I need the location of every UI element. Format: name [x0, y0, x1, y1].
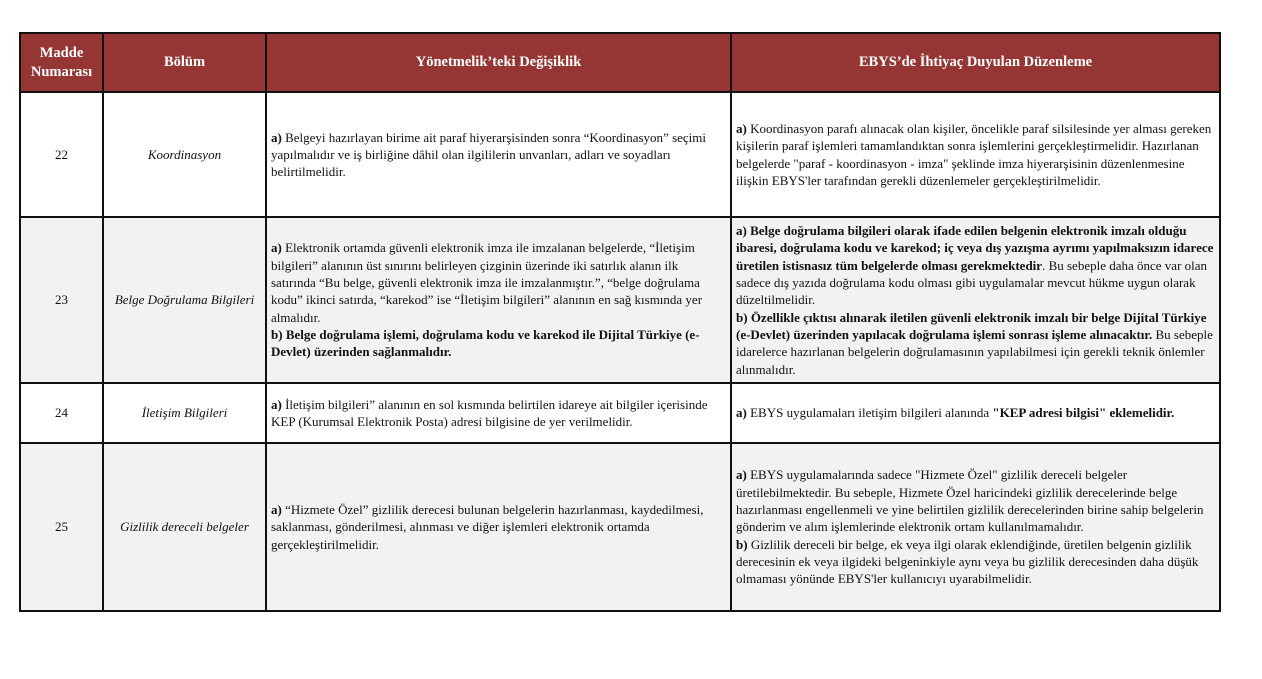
header-madde-line1: Madde [39, 44, 84, 61]
change-paragraph [271, 129, 726, 181]
change-text: İletişim bilgileri” alanının en sol kısmında belirtilen idareye ait bilgiler içerisinde KEP (Kurumsal Elektronik Posta) adresi bilgisine de yer verilmelidir. [271, 396, 708, 429]
change-text: Belgeyi hazırlayan birime ait paraf hiyerarşisinden sonra “Koordinasyon” seçimi yapılmalıdır ve iş birliğine dâhil olan ilgililerin unvanları, adları ve soyadları belirtilmelidir. [271, 129, 707, 180]
requirement-text: Bu sebeple idarelerce hazırlanan belgelerin doğrulamasının yapılabilmesi için gerekli teknik önlemler alınmalıdır. [736, 326, 1213, 377]
item-prefix: a) [271, 502, 282, 518]
header-duzenleme: EBYS’de İhtiyaç Duyulan Düzenleme [731, 33, 1220, 92]
header-madde-numarasi [20, 33, 103, 92]
madde-number: 25 [20, 443, 103, 611]
item-prefix: a) [271, 129, 282, 145]
requirement-text: EBYS uygulamalarında sadece "Hizmete Özel" gizlilik dereceli belgeler üretilebilmektedir. Bu sebeple, Hizmete Özel haricindeki gizlilik derecelerinde belge hazırlanması engellenmeli ve yine belirtilen gizlilik derecelerinden birine sahip belgelerin gönderim ve alım işlemlerinde elektronik ortam kullanılmamalıdır. [736, 467, 1204, 535]
change-paragraph [271, 326, 726, 361]
item-prefix: a) [271, 240, 282, 256]
requirement-bold-text: Belge doğrulama bilgileri olarak ifade edilen belgenin elektronik imzalı olduğu ibaresi, doğrulama kodu ve karekod; iç veya dış yazışma ayrımı yapılmaksızın idarece üretilen istisnasız tüm belgelerde olması gerekmektedir [736, 223, 1214, 273]
header-madde-line2: Numarası [30, 63, 93, 80]
item-prefix: a) [736, 223, 747, 239]
item-prefix: a) [736, 467, 747, 483]
requirement-paragraph [736, 120, 1215, 189]
section-name: Belge Doğrulama Bilgileri [103, 217, 266, 383]
item-prefix: b) [271, 326, 283, 342]
requirement-text: . Bu sebeple daha önce var olan sadece dış yazıda doğrulama kodu olması gibi uygulamalar mevcut hükme uygun olarak düzeltilmelidir. [736, 257, 1208, 308]
table-row [20, 443, 1220, 611]
change-text: “Hizmete Özel” gizlilik derecesi bulunan belgelerin hazırlanması, kaydedilmesi, saklanması, gönderilmesi, alınması ve diğer işlemleri elektronik ortamda gerçekleştirilmelidir. [271, 502, 704, 552]
item-prefix: a) [271, 396, 282, 412]
requirement-bold-text: Özellikle çıktısı alınarak iletilen güvenli elektronik imzalı bir belge Dijital Türkiye (e-Devlet) üzerinden yapılacak doğrulama işlemi sonrası işleme alınacaktır. [736, 309, 1207, 342]
requirement-paragraph [736, 309, 1215, 378]
requirement-text: Gizlilik dereceli bir belge, ek veya ilgi olarak eklendiğinde, üretilen belgenin gizlilik derecesinin ek veya ilgideki belgeninkiyle aynı veya bu gizlilik derecesinden daha düşük olmaması yönünde EBYS'ler kullanıcıyı uyarabilmelidir. [736, 536, 1199, 587]
requirement-text: EBYS uygulamaları iletişim bilgileri alanında [746, 405, 993, 421]
item-prefix: a) [736, 405, 747, 421]
requirement-cell [731, 92, 1220, 217]
change-cell [266, 217, 731, 383]
regulation-table [19, 32, 1221, 612]
table-row [20, 217, 1220, 383]
requirement-cell [731, 217, 1220, 383]
change-paragraph [271, 396, 726, 431]
change-cell [266, 443, 731, 611]
item-prefix: b) [736, 309, 748, 325]
madde-number: 23 [20, 217, 103, 383]
section-name: Koordinasyon [103, 92, 266, 217]
requirement-cell [731, 443, 1220, 611]
header-bolum: Bölüm [103, 33, 266, 92]
change-paragraph [271, 239, 726, 325]
requirement-paragraph [736, 466, 1215, 535]
madde-number: 24 [20, 383, 103, 443]
requirement-text: Koordinasyon parafı alınacak olan kişiler, öncelikle paraf silsilesinde yer alması gereken kişilerin paraf işlemleri tamamlandıktan sonra işlemlerini gerçekleştirmelidir. Hazırlanan belgelerde "paraf - koordinasyon - imza" şeklinde imza hiyerarşisinin düzenlenmesine ilişkin EBYS'ler tarafından gerekli düzenlemeler gerçekleştirilmelidir. [736, 120, 1212, 188]
header-degisiklik: Yönetmelik’teki Değişiklik [266, 33, 731, 92]
table-row [20, 92, 1220, 217]
requirement-cell [731, 383, 1220, 443]
change-text: Elektronik ortamda güvenli elektronik imza ile imzalanan belgelerde, “İletişim bilgileri” alanının üst sınırını belirleyen çizginin üzerinde iki satırlık alanın ilk satırında “Bu belge, güvenli elektronik imza ile imzalanmıştır.”, “belge doğrulama kodu” ikinci satırda, “karekod” ise “İletişim bilgileri” alanının en sağ kısmında yer almalıdır. [271, 240, 703, 325]
table-header-row [20, 33, 1220, 92]
change-cell [266, 92, 731, 217]
requirement-paragraph [736, 404, 1215, 421]
section-name: İletişim Bilgileri [103, 383, 266, 443]
requirement-paragraph [736, 536, 1215, 588]
change-paragraph [271, 501, 726, 553]
table-row [20, 383, 1220, 443]
requirement-paragraph [736, 222, 1215, 308]
change-cell [266, 383, 731, 443]
item-prefix: a) [736, 120, 747, 136]
change-bold-text: Belge doğrulama işlemi, doğrulama kodu ve karekod ile Dijital Türkiye (e-Devlet) üzerinden sağlanmalıdır. [271, 326, 700, 360]
madde-number: 22 [20, 92, 103, 217]
item-prefix: b) [736, 536, 748, 552]
section-name: Gizlilik dereceli belgeler [103, 443, 266, 611]
requirement-bold-text: "KEP adresi bilgisi" eklemelidir. [992, 405, 1175, 421]
